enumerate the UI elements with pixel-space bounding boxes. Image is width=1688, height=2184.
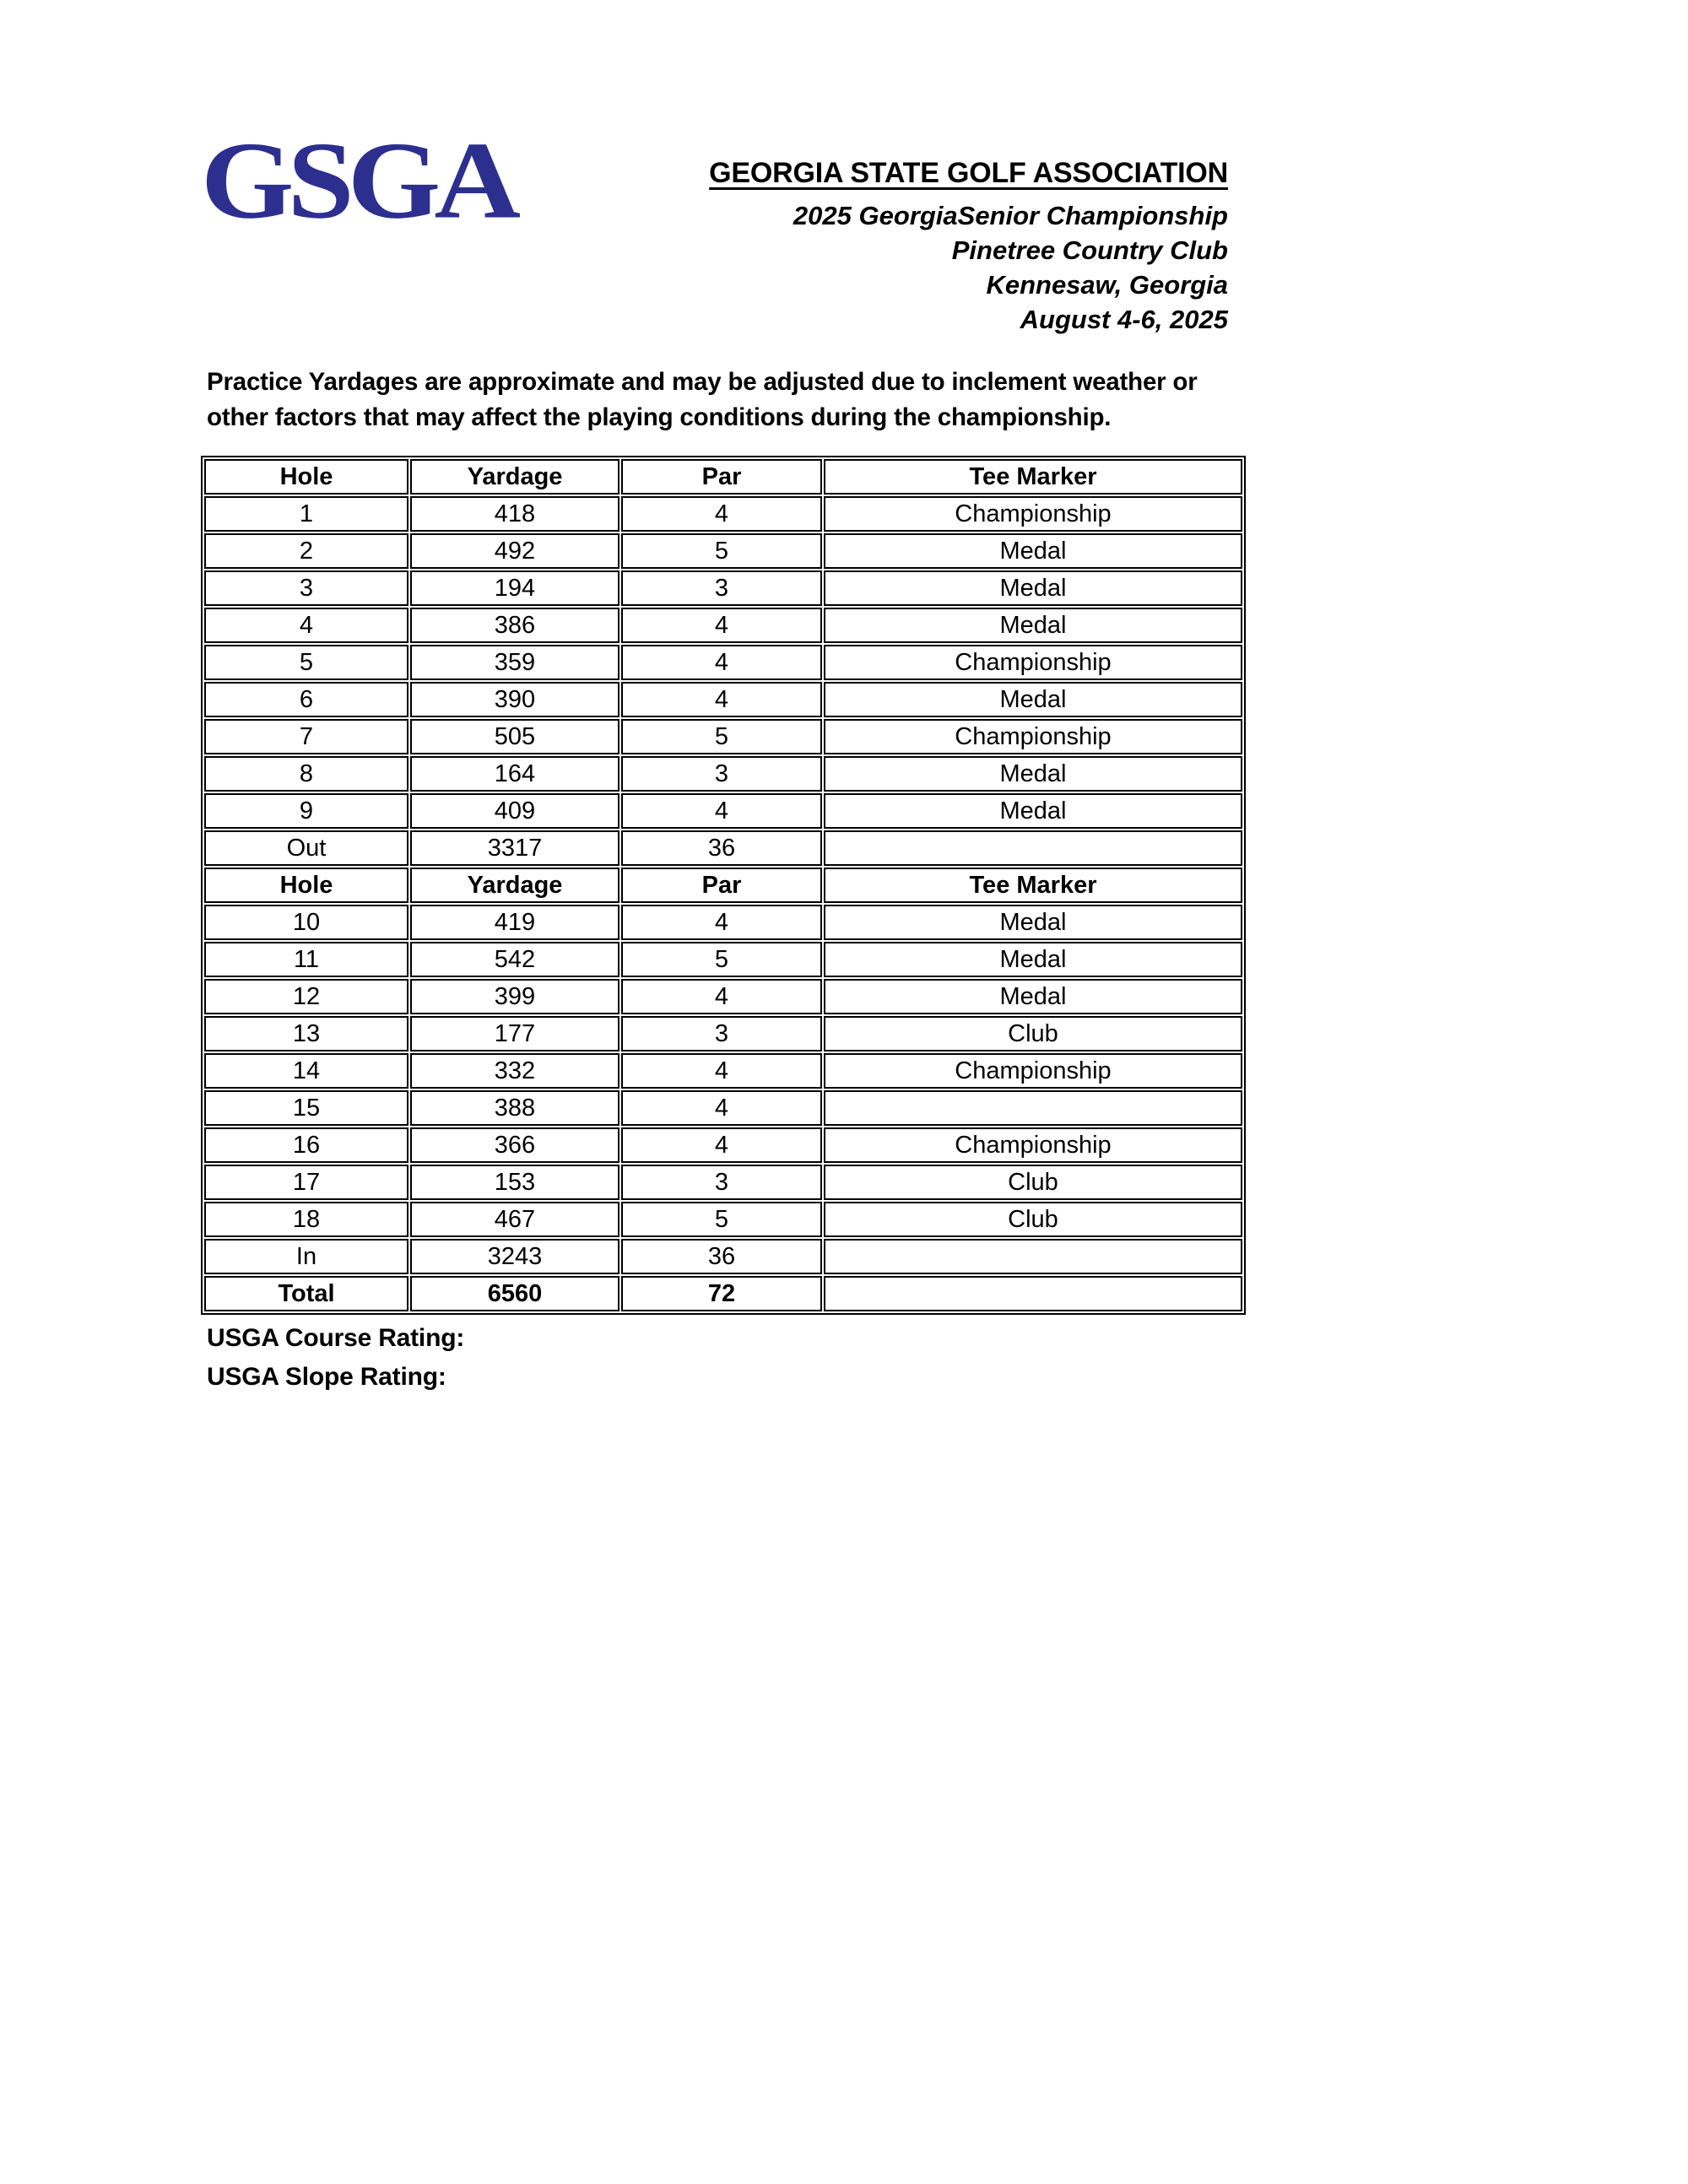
course-rating-label: USGA Course Rating: [207,1324,465,1352]
cell-hole: 6 [204,682,408,717]
column-header-tee-marker: Tee Marker [824,459,1242,495]
cell-yardage: 467 [410,1202,619,1237]
cell-hole: 11 [204,942,408,977]
back-nine-header-row [204,868,1242,903]
cell-tee-marker: Club [824,1202,1242,1237]
hole-row [204,942,1242,977]
cell-tee-marker: Championship [824,496,1242,532]
cell-yardage: 153 [410,1165,619,1200]
venue-location: Kennesaw, Georgia [986,270,1228,300]
cell-hole: 5 [204,645,408,680]
cell-par: 3 [621,1016,822,1051]
cell-hole: 2 [204,533,408,569]
cell-par: 36 [621,1239,822,1274]
hole-row [204,756,1242,792]
document-header [709,157,1228,337]
cell-tee-marker [824,1090,1242,1126]
hole-row [204,979,1242,1014]
cell-tee-marker: Medal [824,905,1242,940]
cell-yardage: 332 [410,1053,619,1089]
hole-row [204,793,1242,829]
cell-par: 4 [621,496,822,532]
notice-line-2: other factors that may affect the playing conditions during the championship. [207,403,1112,431]
cell-tee-marker: Championship [824,719,1242,754]
slope-rating-label: USGA Slope Rating: [207,1363,446,1391]
front-nine-header-row [204,459,1242,495]
cell-yardage: 419 [410,905,619,940]
cell-yardage: 194 [410,570,619,606]
cell-tee-marker [824,830,1242,866]
cell-par: 36 [621,830,822,866]
association-title: GEORGIA STATE GOLF ASSOCIATION [709,157,1228,189]
cell-yardage: 366 [410,1127,619,1163]
cell-yardage: 505 [410,719,619,754]
hole-row [204,719,1242,754]
cell-hole: 13 [204,1016,408,1051]
hole-row [204,905,1242,940]
cell-hole: 9 [204,793,408,829]
column-header-yardage: Yardage [410,868,619,903]
cell-hole: 8 [204,756,408,792]
cell-par: 4 [621,1053,822,1089]
cell-yardage: 399 [410,979,619,1014]
cell-yardage: 542 [410,942,619,977]
cell-tee-marker: Medal [824,570,1242,606]
cell-par: 4 [621,979,822,1014]
cell-tee-marker: Club [824,1165,1242,1200]
out-subtotal-row [204,830,1242,866]
cell-hole: 15 [204,1090,408,1126]
cell-par: 4 [621,645,822,680]
cell-tee-marker: Medal [824,756,1242,792]
column-header-tee-marker: Tee Marker [824,868,1242,903]
cell-hole: 4 [204,608,408,643]
cell-hole: 14 [204,1053,408,1089]
cell-par: 4 [621,905,822,940]
gsga-logo: GSGA [201,118,515,241]
hole-row [204,1090,1242,1126]
column-header-hole: Hole [204,868,408,903]
cell-par: 3 [621,1165,822,1200]
cell-hole: 12 [204,979,408,1014]
hole-row [204,533,1242,569]
cell-hole: Out [204,830,408,866]
cell-tee-marker: Championship [824,645,1242,680]
cell-hole: 1 [204,496,408,532]
cell-yardage: 359 [410,645,619,680]
column-header-yardage: Yardage [410,459,619,495]
practice-yardage-notice [207,365,1198,435]
cell-par: 3 [621,756,822,792]
cell-tee-marker: Club [824,1016,1242,1051]
cell-tee-marker [824,1276,1242,1311]
event-name: 2025 GeorgiaSenior Championship [793,201,1228,230]
cell-hole: 7 [204,719,408,754]
cell-hole: 10 [204,905,408,940]
cell-tee-marker: Championship [824,1053,1242,1089]
notice-line-1: Practice Yardages are approximate and may be adjusted due to inclement weather or [207,368,1198,396]
cell-yardage: 492 [410,533,619,569]
cell-par: 5 [621,942,822,977]
cell-yardage: 418 [410,496,619,532]
cell-yardage: 3243 [410,1239,619,1274]
cell-tee-marker [824,1239,1242,1274]
hole-row [204,1127,1242,1163]
rating-labels [207,1319,464,1397]
cell-tee-marker: Medal [824,533,1242,569]
hole-row [204,608,1242,643]
hole-row [204,645,1242,680]
cell-par: 5 [621,719,822,754]
cell-par: 4 [621,1127,822,1163]
cell-hole: 18 [204,1202,408,1237]
cell-par: 5 [621,533,822,569]
column-header-par: Par [621,868,822,903]
cell-tee-marker: Medal [824,682,1242,717]
cell-yardage: 388 [410,1090,619,1126]
cell-yardage: 409 [410,793,619,829]
cell-yardage: 3317 [410,830,619,866]
cell-yardage: 390 [410,682,619,717]
cell-par: 4 [621,608,822,643]
event-dates: August 4-6, 2025 [1020,305,1228,334]
hole-row [204,496,1242,532]
yardage-table [201,456,1246,1315]
cell-tee-marker: Medal [824,608,1242,643]
cell-par: 5 [621,1202,822,1237]
cell-par: 4 [621,682,822,717]
hole-row [204,570,1242,606]
cell-par: 4 [621,1090,822,1126]
cell-yardage: 6560 [410,1276,619,1311]
total-row [204,1276,1242,1311]
cell-par: 4 [621,793,822,829]
hole-row [204,682,1242,717]
cell-hole: 17 [204,1165,408,1200]
cell-tee-marker: Medal [824,979,1242,1014]
hole-row [204,1165,1242,1200]
column-header-par: Par [621,459,822,495]
cell-hole: In [204,1239,408,1274]
cell-yardage: 177 [410,1016,619,1051]
cell-tee-marker: Medal [824,942,1242,977]
cell-hole: Total [204,1276,408,1311]
cell-tee-marker: Championship [824,1127,1242,1163]
cell-par: 3 [621,570,822,606]
cell-yardage: 386 [410,608,619,643]
cell-tee-marker: Medal [824,793,1242,829]
hole-row [204,1053,1242,1089]
column-header-hole: Hole [204,459,408,495]
cell-par: 72 [621,1276,822,1311]
cell-hole: 16 [204,1127,408,1163]
hole-row [204,1016,1242,1051]
cell-hole: 3 [204,570,408,606]
hole-row [204,1202,1242,1237]
cell-yardage: 164 [410,756,619,792]
in-subtotal-row [204,1239,1242,1274]
venue-name: Pinetree Country Club [951,235,1228,265]
